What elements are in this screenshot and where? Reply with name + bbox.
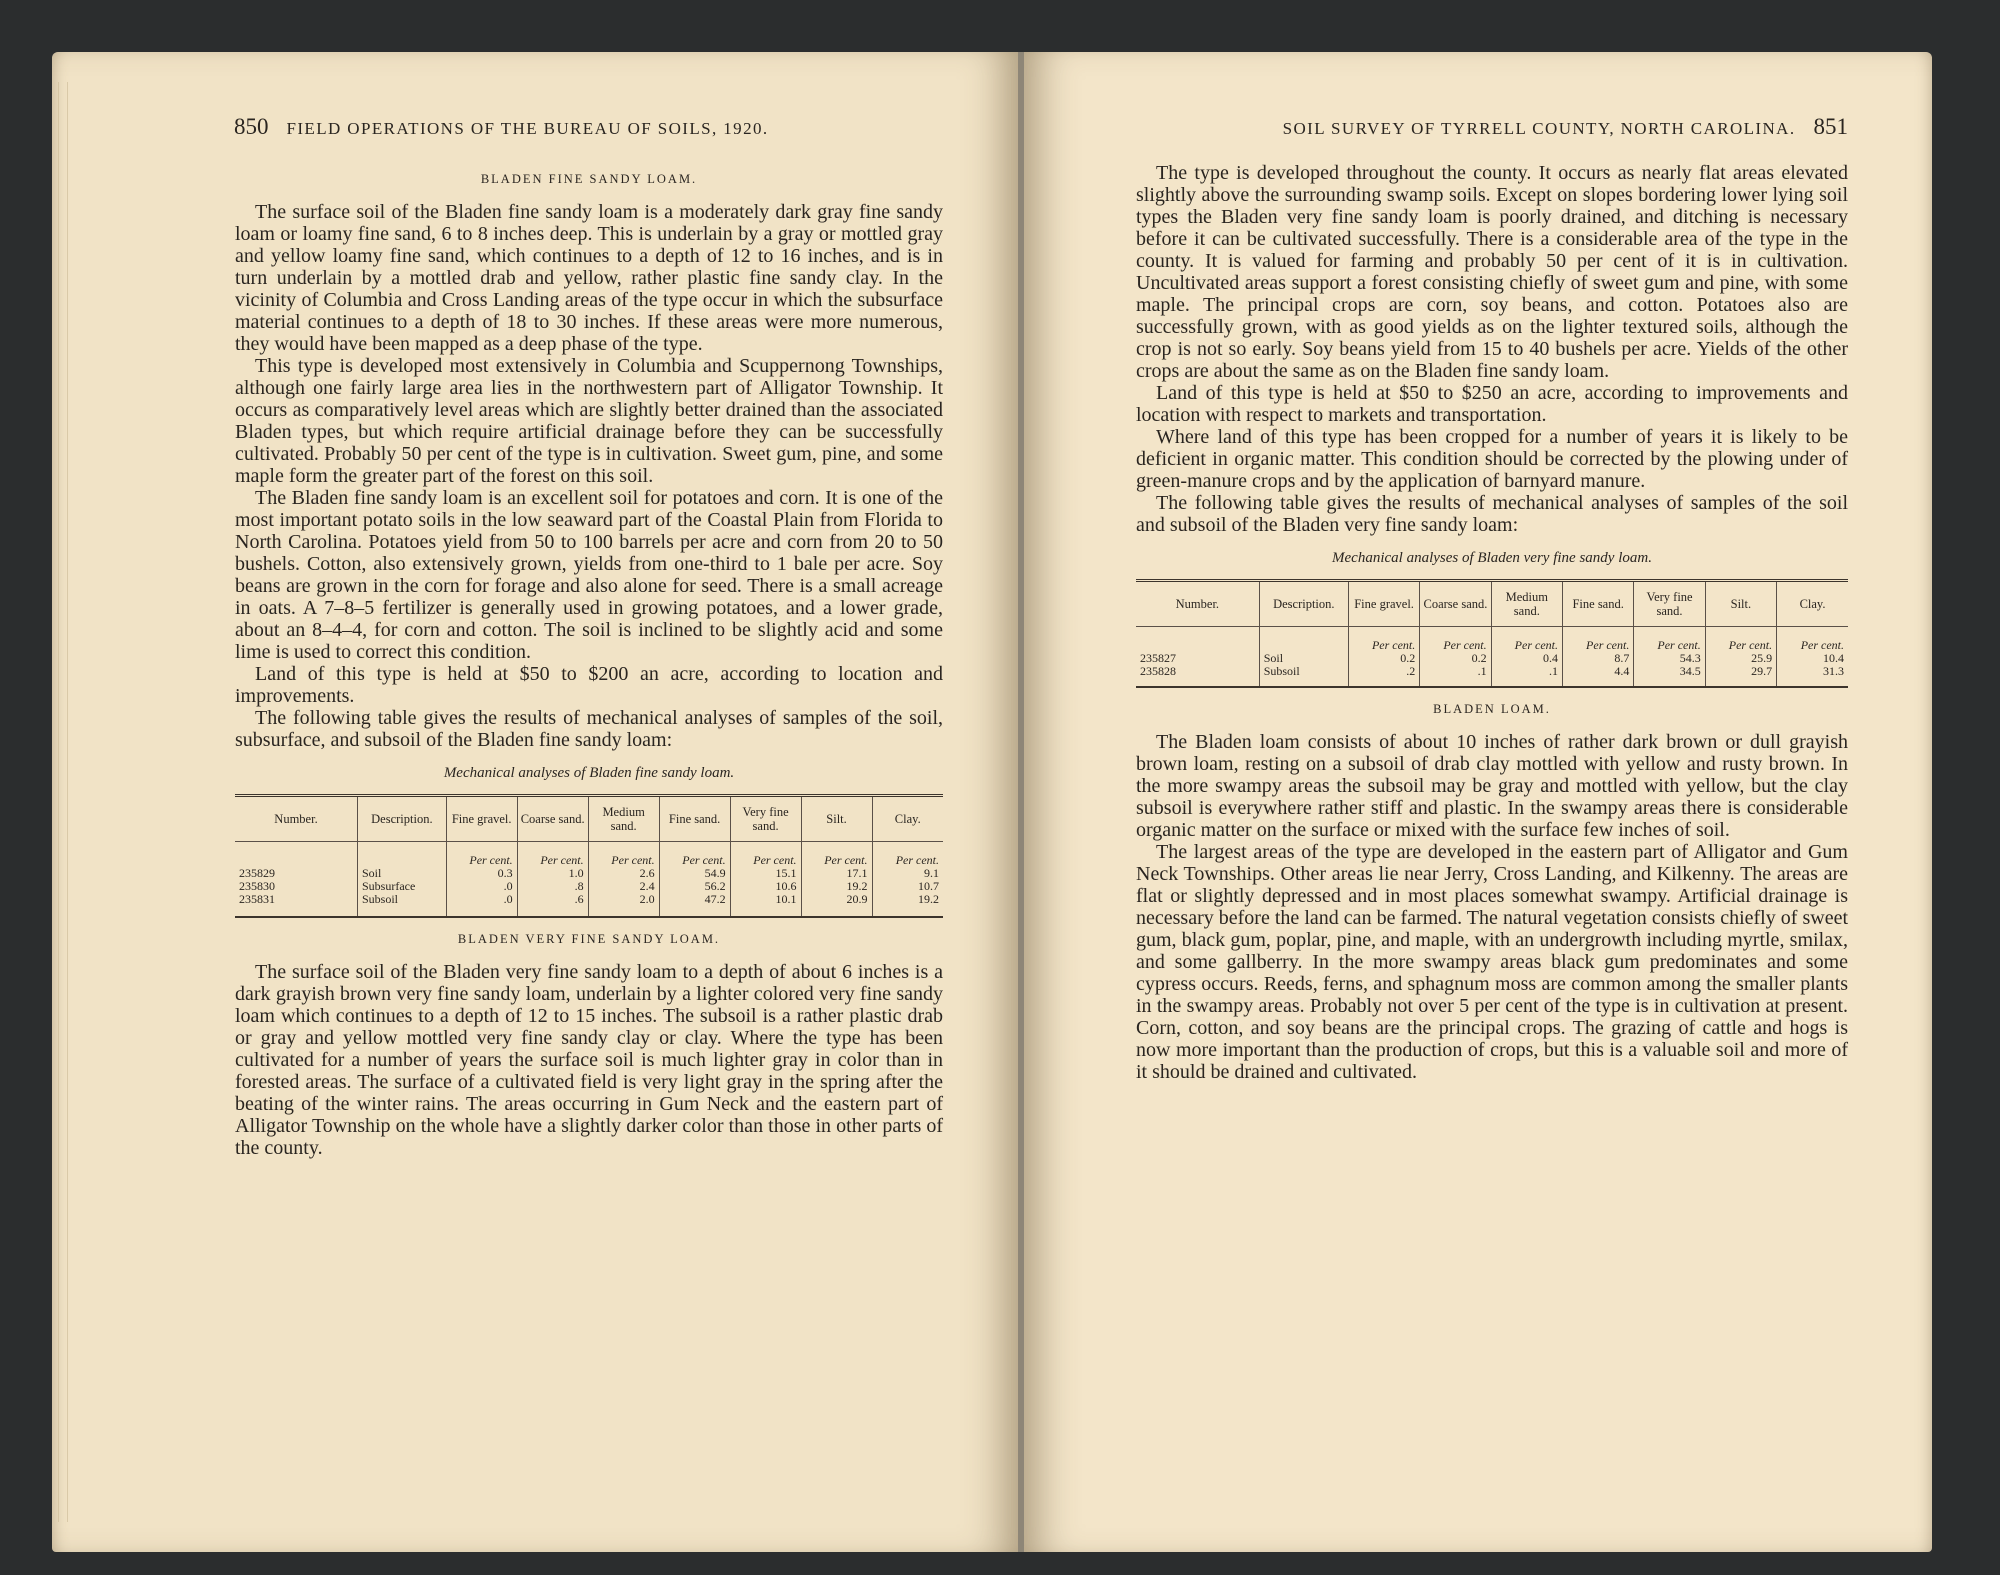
table-cell: .8 [517, 880, 588, 893]
sample-number: 235828 [1140, 664, 1176, 678]
mechanical-analysis-table-very-fine-sandy-loam [1136, 579, 1848, 688]
running-head-text-right: SOIL SURVEY OF TYRRELL COUNTY, NORTH CAROLINA. [1282, 119, 1796, 138]
mechanical-analysis-table-fine-sandy-loam [235, 794, 943, 918]
left-page [52, 52, 1020, 1552]
section-title-very-fine-sandy-loam: BLADEN VERY FINE SANDY LOAM. [457, 932, 721, 946]
table-caption-very-fine-sandy-loam: Mechanical analyses of Bladen very fine sandy loam. [1332, 550, 1652, 566]
table-cell: 29.7 [1705, 665, 1776, 687]
table-cell: 54.3 [1634, 652, 1705, 665]
table-cell: 17.1 [801, 867, 872, 880]
paragraph: The type is developed throughout the county. It occurs as nearly flat areas elevated slightly above the surrounding swamp soils. Except on slopes bordering lower lying soil types the Bladen very fine sandy loam is poorly drained, and ditching is necessary before it can be cultivated successfully. There is a considerable area of the type in the county. It is valued for farming and probably 50 per cent of it is in cultivation. Uncultivated areas support a forest consisting chiefly of sweet gum and pine, with some maple. The principal crops are corn, soy beans, and cotton. Potatoes also are successfully grown, with as good yields as on the lighter textured soils, although the crop is not so early. Soy beans yield from 15 to 40 bushels per acre. Yields of the other crops are about the same as on the Bladen fine sandy loam. [1136, 162, 1848, 382]
table-cell: 1.0 [517, 867, 588, 880]
table-cell: 34.5 [1634, 665, 1705, 687]
unit-label: Per cent. [872, 842, 943, 868]
column-header: Coarse sand. [517, 796, 588, 842]
table-cell: .6 [517, 893, 588, 917]
table-cell: 19.2 [801, 880, 872, 893]
column-header: Fine gravel. [1348, 581, 1419, 627]
column-header: Clay. [872, 796, 943, 842]
sample-number: 235831 [239, 892, 275, 906]
column-header: Fine sand. [659, 796, 730, 842]
table-cell: 2.6 [588, 867, 659, 880]
table-row [235, 880, 943, 893]
paragraph: Where land of this type has been cropped for a number of years it is likely to be deficient in organic matter. This condition should be corrected by the plowing under of green-manure crops and by the application of barnyard manure. [1136, 426, 1848, 492]
table-cell: 10.7 [872, 880, 943, 893]
table-row [235, 893, 943, 917]
table-cell: 0.4 [1491, 652, 1562, 665]
column-header: Description. [1259, 581, 1348, 627]
page-number-right: 851 [1813, 114, 1848, 139]
open-book [52, 52, 1932, 1552]
table-row [1136, 665, 1848, 687]
column-header: Coarse sand. [1420, 581, 1491, 627]
table-cell: 10.4 [1777, 652, 1848, 665]
unit-label: Per cent. [517, 842, 588, 868]
sample-description: Subsoil [358, 893, 447, 917]
paragraph: The following table gives the results of mechanical analyses of samples of the soil and subsoil of the Bladen very fine sandy loam: [1136, 492, 1848, 536]
table-cell: .0 [446, 893, 517, 917]
table-cell: 10.6 [730, 880, 801, 893]
unit-label: Per cent. [801, 842, 872, 868]
unit-label: Per cent. [1634, 627, 1705, 653]
right-page [1024, 52, 1932, 1552]
page-number-left: 850 [234, 114, 269, 139]
unit-row [1136, 627, 1848, 653]
section-title-fine-sandy-loam: BLADEN FINE SANDY LOAM. [480, 172, 698, 186]
table-cell: 0.3 [446, 867, 517, 880]
table-cell: 2.0 [588, 893, 659, 917]
unit-row [235, 842, 943, 868]
unit-label: Per cent. [1348, 627, 1419, 653]
paragraph: Land of this type is held at $50 to $200 an acre, according to location and improvements. [235, 663, 943, 707]
table-header-row [1136, 581, 1848, 627]
left-running-head [234, 114, 924, 140]
table-header-row [235, 796, 943, 842]
paragraph: The Bladen fine sandy loam is an excellent soil for potatoes and corn. It is one of the most important potato soils in the low seaward part of the Coastal Plain from Florida to North Carolina. Potatoes yield from 50 to 100 barrels per acre and corn from 20 to 50 bushels. Cotton, also extensively grown, yields from one-third to 1 bale per acre. Soy beans are grown in the corn for forage and also alone for seed. There is a small acreage in oats. A 7–8–5 fertilizer is generally used in growing potatoes, and a lower grade, about an 8–4–4, for corn and cotton. The soil is inclined to be slightly acid and some lime is used to correct this condition. [235, 487, 943, 663]
column-header: Fine sand. [1562, 581, 1633, 627]
table-cell: 19.2 [872, 893, 943, 917]
column-header: Number. [1136, 581, 1259, 627]
sample-number: 235827 [1140, 651, 1176, 665]
table-cell: 2.4 [588, 880, 659, 893]
table-cell: 47.2 [659, 893, 730, 917]
table-cell: 8.7 [1562, 652, 1633, 665]
table-cell: 20.9 [801, 893, 872, 917]
paragraph: The largest areas of the type are developed in the eastern part of Alligator and Gum Neck Townships. Other areas lie near Jerry, Cross Landing, and Kilkenny. The areas are flat or slightly depressed and in most places somewhat swampy. Artificial drainage is necessary before the land can be farmed. The natural vegetation consists chiefly of sweet gum, black gum, poplar, pine, and maple, with an undergrowth including myrtle, smilax, and some gallberry. In the more swampy areas black gum predominates and some cypress occurs. Reeds, ferns, and sphagnum moss are common among the smaller plants in the swampy areas. Probably not over 5 per cent of the type is in cultivation at present. Corn, cotton, and soy beans are the principal crops. The grazing of cattle and hogs is now more important than the production of crops, but this is a valuable soil and more of it should be drained and cultivated. [1136, 841, 1848, 1083]
sample-description: Subsoil [1259, 665, 1348, 687]
table-cell: 54.9 [659, 867, 730, 880]
table-cell: 4.4 [1562, 665, 1633, 687]
paragraph: This type is developed most extensively in Columbia and Scuppernong Townships, although one fairly large area lies in the northwestern part of Alligator Township. It occurs as comparatively level areas which are slightly better drained than the associated Bladen types, but which require artificial drainage before they can be successfully cultivated. Probably 50 per cent of the type is in cultivation. Sweet gum, pine, and some maple form the greater part of the forest on this soil. [235, 355, 943, 487]
table-cell: .2 [1348, 665, 1419, 687]
column-header: Fine gravel. [446, 796, 517, 842]
table-cell: .1 [1420, 665, 1491, 687]
table-cell: 0.2 [1348, 652, 1419, 665]
unit-label: Per cent. [1562, 627, 1633, 653]
column-header: Number. [235, 796, 358, 842]
table-cell: 10.1 [730, 893, 801, 917]
paragraph: Land of this type is held at $50 to $250 an acre, according to improvements and location with respect to markets and transportation. [1136, 382, 1848, 426]
unit-label: Per cent. [1491, 627, 1562, 653]
right-running-head [1136, 114, 1848, 140]
column-header: Clay. [1777, 581, 1848, 627]
paragraph: The surface soil of the Bladen very fine sandy loam to a depth of about 6 inches is a dark grayish brown very fine sandy loam, underlain by a lighter colored very fine sandy loam which continues to a depth of 12 to 15 inches. The subsoil is a rather plastic drab or gray and yellow mottled very fine sandy clay or clay. Where the type has been cultivated for a number of years the surface soil is much lighter gray in color than in forested areas. The surface of a cultivated field is very light gray in the spring after the beating of the winter rains. The areas occurring in Gum Neck and the eastern part of Alligator Township on the whole have a slightly darker color than those in other parts of the county. [235, 961, 943, 1159]
table-cell: .0 [446, 880, 517, 893]
table-cell: 56.2 [659, 880, 730, 893]
table-cell: .1 [1491, 665, 1562, 687]
column-header: Medium sand. [588, 796, 659, 842]
column-header: Silt. [801, 796, 872, 842]
paragraph: The following table gives the results of mechanical analyses of samples of the soil, subsurface, and subsoil of the Bladen fine sandy loam: [235, 707, 943, 751]
table-cell: 31.3 [1777, 665, 1848, 687]
unit-label: Per cent. [1777, 627, 1848, 653]
page-edge-layers [58, 82, 68, 1522]
column-header: Description. [358, 796, 447, 842]
table-caption-fine-sandy-loam: Mechanical analyses of Bladen fine sandy loam. [443, 765, 735, 781]
left-text-column [235, 162, 943, 1159]
unit-label: Per cent. [1420, 627, 1491, 653]
sample-description: Soil [358, 867, 447, 880]
column-header: Very fine sand. [1634, 581, 1705, 627]
sample-number: 235830 [239, 879, 275, 893]
unit-label: Per cent. [730, 842, 801, 868]
column-header: Very fine sand. [730, 796, 801, 842]
table-row [1136, 652, 1848, 665]
table-cell: 0.2 [1420, 652, 1491, 665]
sample-description: Subsurface [358, 880, 447, 893]
sample-number: 235829 [239, 866, 275, 880]
sample-description: Soil [1259, 652, 1348, 665]
table-row [235, 867, 943, 880]
unit-label: Per cent. [1705, 627, 1776, 653]
right-text-column [1136, 162, 1848, 1083]
column-header: Silt. [1705, 581, 1776, 627]
section-title-loam: BLADEN LOAM. [1433, 702, 1551, 716]
unit-label: Per cent. [446, 842, 517, 868]
unit-label: Per cent. [659, 842, 730, 868]
column-header: Medium sand. [1491, 581, 1562, 627]
paragraph: The Bladen loam consists of about 10 inches of rather dark brown or dull grayish brown loam, resting on a subsoil of drab clay mottled with yellow and rusty brown. In the more swampy areas the subsoil may be gray and mottled with yellow, but the clay subsoil is everywhere rather stiff and plastic. In the swampy areas there is considerable organic matter on the surface or mixed with the surface few inches of soil. [1136, 731, 1848, 841]
table-cell: 25.9 [1705, 652, 1776, 665]
paragraph: The surface soil of the Bladen fine sandy loam is a moderately dark gray fine sandy loam or loamy fine sand, 6 to 8 inches deep. This is underlain by a gray or mottled gray and yellow loamy fine sand, which continues to a depth of 12 to 16 inches, and is in turn underlain by a mottled drab and yellow, rather plastic fine sandy clay. In the vicinity of Columbia and Cross Landing areas of the type occur in which the subsurface material continues to a depth of 18 to 30 inches. If these areas were more numerous, they would have been mapped as a deep phase of the type. [235, 201, 943, 355]
table-cell: 15.1 [730, 867, 801, 880]
running-head-text-left: FIELD OPERATIONS OF THE BUREAU OF SOILS, 1920. [286, 119, 769, 138]
unit-label: Per cent. [588, 842, 659, 868]
table-cell: 9.1 [872, 867, 943, 880]
